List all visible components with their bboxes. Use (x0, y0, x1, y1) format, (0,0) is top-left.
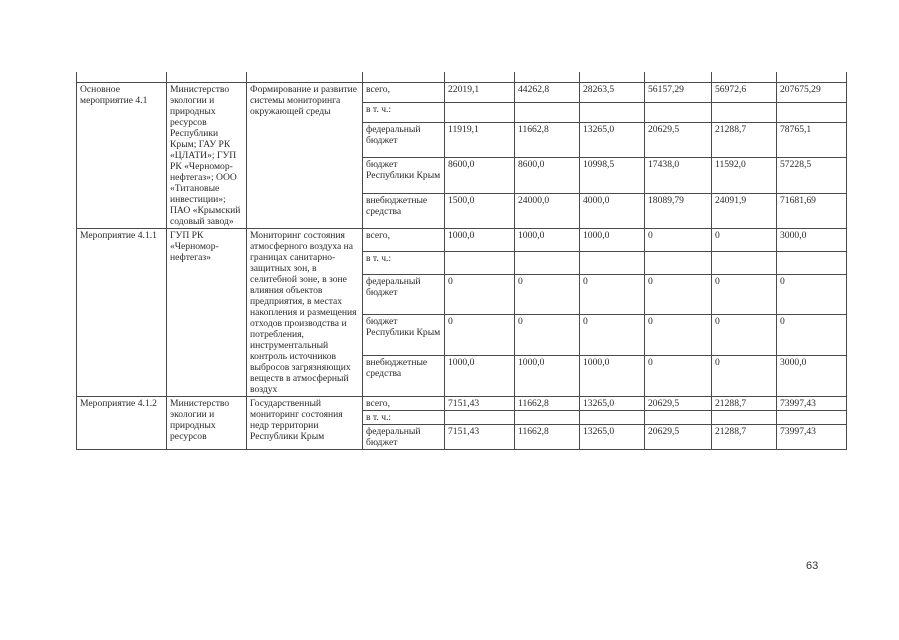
value-cell: 0 (445, 315, 515, 356)
description-cell: Мониторинг состояния атмосферного воздуха на границах санитарно-защитных зон, в селитебной зоне, в зоне влияния объектов предприятия, в местах накопления и размещения отходов производства и потребления, инструментальный контроль источников выбросов загрязняющих веществ в атмосферный воздух (247, 229, 363, 397)
total-cell: 73997,43 (777, 397, 847, 411)
value-cell: 0 (712, 315, 777, 356)
top-stub-row (77, 72, 847, 83)
description-cell: Государственный мониторинг состояния недр территории Республики Крым (247, 397, 363, 450)
value-cell (712, 411, 777, 425)
value-cell (445, 411, 515, 425)
value-cell: 11662,8 (515, 122, 580, 157)
value-cell (712, 251, 777, 274)
value-cell: 24091,9 (712, 193, 777, 228)
value-cell (645, 251, 712, 274)
total-cell (777, 251, 847, 274)
value-cell (515, 411, 580, 425)
funding-source-cell: всего, (363, 83, 445, 103)
value-cell (445, 251, 515, 274)
value-cell (580, 251, 645, 274)
value-cell: 13265,0 (580, 122, 645, 157)
value-cell: 18089,79 (645, 193, 712, 228)
value-cell: 17438,0 (645, 158, 712, 193)
value-cell: 11919,1 (445, 122, 515, 157)
value-cell (712, 102, 777, 122)
value-cell: 28263,5 (580, 83, 645, 103)
value-cell: 1000,0 (515, 229, 580, 252)
funding-source-cell: в т. ч.: (363, 102, 445, 122)
funding-source-cell: в т. ч.: (363, 251, 445, 274)
value-cell: 11662,8 (515, 425, 580, 450)
value-cell: 13265,0 (580, 425, 645, 450)
value-cell: 0 (445, 274, 515, 315)
value-cell: 0 (580, 274, 645, 315)
total-cell: 78765,1 (777, 122, 847, 157)
value-cell: 0 (645, 274, 712, 315)
value-cell (580, 411, 645, 425)
activity-name-cell: Мероприятие 4.1.1 (77, 229, 167, 397)
total-cell: 3000,0 (777, 356, 847, 397)
value-cell (645, 411, 712, 425)
total-cell: 0 (777, 274, 847, 315)
value-cell: 13265,0 (580, 397, 645, 411)
value-cell: 20629,5 (645, 425, 712, 450)
value-cell: 11662,8 (515, 397, 580, 411)
executor-cell: Министерство экологии и природных ресурсов Республики Крым; ГАУ РК «ЦЛАТИ»; ГУП РК «Черномор-нефтегаз»; ООО «Титановые инвестиции»; ПАО «Крымский содовый завод» (167, 83, 247, 229)
total-cell (777, 102, 847, 122)
value-cell (645, 102, 712, 122)
value-cell: 8600,0 (445, 158, 515, 193)
funding-source-cell: внебюджетные средства (363, 356, 445, 397)
value-cell: 1000,0 (445, 356, 515, 397)
value-cell: 0 (515, 274, 580, 315)
value-cell: 21288,7 (712, 122, 777, 157)
activity-name-cell: Мероприятие 4.1.2 (77, 397, 167, 450)
value-cell: 24000,0 (515, 193, 580, 228)
total-cell: 57228,5 (777, 158, 847, 193)
value-cell: 0 (645, 229, 712, 252)
value-cell: 0 (712, 356, 777, 397)
value-cell: 0 (712, 229, 777, 252)
value-cell: 1000,0 (580, 356, 645, 397)
value-cell: 56157,29 (645, 83, 712, 103)
executor-cell: Министерство экологии и природных ресурсов (167, 397, 247, 450)
value-cell: 20629,5 (645, 397, 712, 411)
funding-source-cell: внебюджетные средства (363, 193, 445, 228)
value-cell: 20629,5 (645, 122, 712, 157)
activity-name-cell: Основное мероприятие 4.1 (77, 83, 167, 229)
funding-source-cell: в т. ч.: (363, 411, 445, 425)
total-cell: 0 (777, 315, 847, 356)
value-cell: 0 (515, 315, 580, 356)
value-cell: 8600,0 (515, 158, 580, 193)
value-cell: 1000,0 (445, 229, 515, 252)
value-cell: 0 (645, 356, 712, 397)
value-cell: 1000,0 (515, 356, 580, 397)
funding-source-cell: всего, (363, 229, 445, 252)
executor-cell: ГУП РК «Черномор-нефтегаз» (167, 229, 247, 397)
value-cell: 10998,5 (580, 158, 645, 193)
table-row (77, 229, 847, 252)
value-cell: 21288,7 (712, 397, 777, 411)
value-cell: 4000,0 (580, 193, 645, 228)
value-cell: 21288,7 (712, 425, 777, 450)
value-cell: 22019,1 (445, 83, 515, 103)
value-cell: 1000,0 (580, 229, 645, 252)
funding-source-cell: федеральный бюджет (363, 425, 445, 450)
table-row (77, 83, 847, 103)
total-cell (777, 411, 847, 425)
value-cell: 1500,0 (445, 193, 515, 228)
funding-source-cell: федеральный бюджет (363, 122, 445, 157)
value-cell: 0 (712, 274, 777, 315)
budget-table (76, 72, 847, 450)
value-cell: 56972,6 (712, 83, 777, 103)
value-cell (515, 102, 580, 122)
page-number: 63 (806, 560, 819, 572)
funding-source-cell: бюджет Республики Крым (363, 158, 445, 193)
funding-source-cell: федеральный бюджет (363, 274, 445, 315)
value-cell (445, 102, 515, 122)
value-cell: 11592,0 (712, 158, 777, 193)
total-cell: 71681,69 (777, 193, 847, 228)
value-cell (580, 102, 645, 122)
value-cell: 44262,8 (515, 83, 580, 103)
value-cell: 7151,43 (445, 425, 515, 450)
value-cell: 7151,43 (445, 397, 515, 411)
total-cell: 73997,43 (777, 425, 847, 450)
value-cell (515, 251, 580, 274)
funding-source-cell: всего, (363, 397, 445, 411)
value-cell: 0 (580, 315, 645, 356)
table-body (77, 72, 847, 450)
value-cell: 0 (645, 315, 712, 356)
total-cell: 3000,0 (777, 229, 847, 252)
funding-source-cell: бюджет Республики Крым (363, 315, 445, 356)
total-cell: 207675,29 (777, 83, 847, 103)
table-row (77, 397, 847, 411)
description-cell: Формирование и развитие системы мониторинга окружающей среды (247, 83, 363, 229)
